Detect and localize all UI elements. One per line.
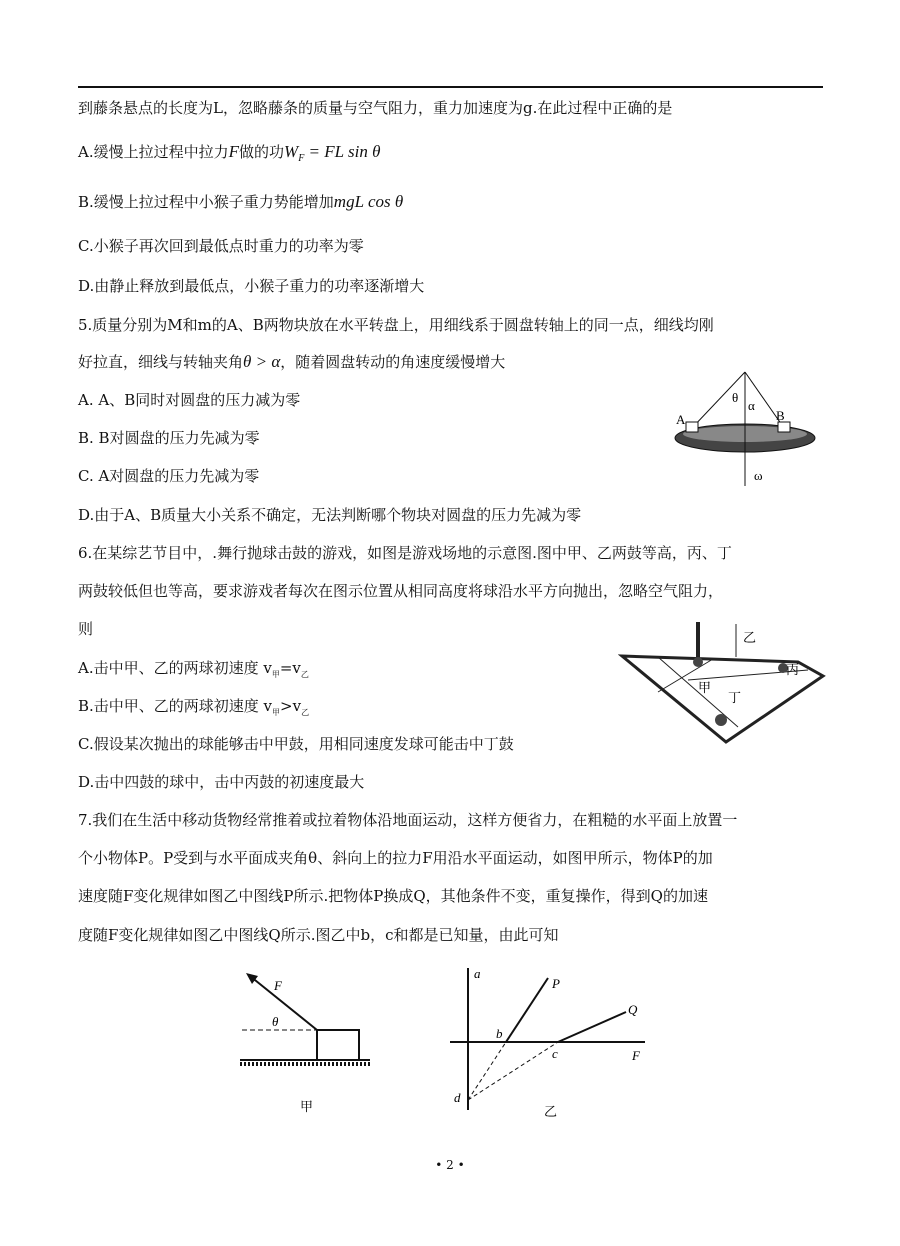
- label-bing: 丙: [786, 662, 800, 677]
- option-4c: C.小猴子再次回到最低点时重力的功率为零: [78, 237, 364, 255]
- question-7-cont: 个小物体P。P受到与水平面成夹角θ、斜向上的拉力F用沿水平面运动，如图甲所示，物体P的加: [78, 849, 713, 867]
- game-court-figure: [618, 612, 828, 748]
- rotating-disk-figure: [672, 368, 818, 494]
- page-number: • 2 •: [435, 1158, 465, 1172]
- label-ding: 丁: [728, 690, 742, 705]
- label-F: F: [274, 978, 282, 993]
- label-theta: θ: [732, 390, 739, 405]
- option-5a: A. A、B同时对圆盘的压力减为零: [78, 391, 301, 409]
- option-6a: A.击中甲、乙的两球初速度 $v_甲=v_乙$: [78, 659, 309, 679]
- option-5b: B. B对圆盘的压力先减为零: [78, 429, 260, 447]
- line-label-Q: Q: [628, 1002, 638, 1017]
- label-B: B: [776, 408, 785, 423]
- question-6-cont: 两鼓较低但也等高，要求游戏者每次在图示位置从相同高度将球沿水平方向抛出，忽略空气阻力，: [78, 582, 724, 600]
- label-alpha: α: [748, 398, 755, 413]
- label-A: A: [676, 412, 686, 427]
- option-6d: D.击中四鼓的球中，击中丙鼓的初速度最大: [78, 773, 365, 791]
- question-5-cont: 好拉直，细线与转轴夹角θ > α，随着圆盘转动的角速度缓慢增大: [78, 352, 506, 371]
- caption-yi: 乙: [544, 1104, 558, 1119]
- axis-label-F: F: [632, 1048, 640, 1063]
- question-7-cont3: 度随F变化规律如图乙中图线Q所示.图乙中b，c和都是已知量，由此可知: [78, 926, 559, 944]
- question-5: 5.质量分别为M和m的A、B两物块放在水平转盘上，用细线系于圆盘转轴上的同一点，细线均刚: [78, 316, 714, 334]
- option-4d: D.由静止释放到最低点，小猴子重力的功率逐渐增大: [78, 277, 425, 295]
- question-7: 7.我们在生活中移动货物经常推着或拉着物体沿地面运动，这样方便省力，在粗糙的水平面上放置一: [78, 811, 738, 829]
- label-theta: θ: [272, 1014, 279, 1029]
- figure-yi: [440, 960, 652, 1122]
- question-6: 6.在某综艺节目中，.舞行抛球击鼓的游戏，如图是游戏场地的示意图.图中甲、乙两鼓等高，丙、丁: [78, 544, 732, 562]
- option-5d: D.由于A、B质量大小关系不确定，无法判断哪个物块对圆盘的压力先减为零: [78, 506, 582, 524]
- label-jia: 甲: [698, 680, 712, 695]
- label-yi: 乙: [743, 630, 757, 645]
- label-omega: ω: [754, 468, 763, 483]
- option-4a: A.缓慢上拉过程中拉力F做的功$W_F$ = FL sin θ: [78, 142, 381, 164]
- line-label-P: P: [552, 976, 560, 991]
- figure-jia: [232, 966, 377, 1121]
- axis-label-a: a: [474, 966, 481, 981]
- label-b: b: [496, 1026, 503, 1041]
- question-7-cont2: 速度随F变化规律如图乙中图线P所示.把物体P换成Q，其他条件不变，重复操作，得到Q的加速: [78, 887, 708, 905]
- label-d: d: [454, 1090, 461, 1105]
- option-5c: C. A对圆盘的压力先减为零: [78, 467, 260, 485]
- option-4b: B.缓慢上拉过程中小猴子重力势能增加mgL cos θ: [78, 192, 404, 211]
- text-line: 到藤条悬点的长度为L，忽略藤条的质量与空气阻力，重力加速度为g.在此过程中正确的是: [78, 99, 673, 117]
- option-6c: C.假设某次抛出的球能够击中甲鼓，用相同速度发球可能击中丁鼓: [78, 735, 514, 753]
- option-6b: B.击中甲、乙的两球初速度 $v_甲>v_乙$: [78, 697, 310, 717]
- caption-jia: 甲: [300, 1099, 314, 1114]
- label-c: c: [552, 1046, 558, 1061]
- header-rule: [78, 86, 823, 88]
- question-6-cont2: 则: [78, 620, 94, 638]
